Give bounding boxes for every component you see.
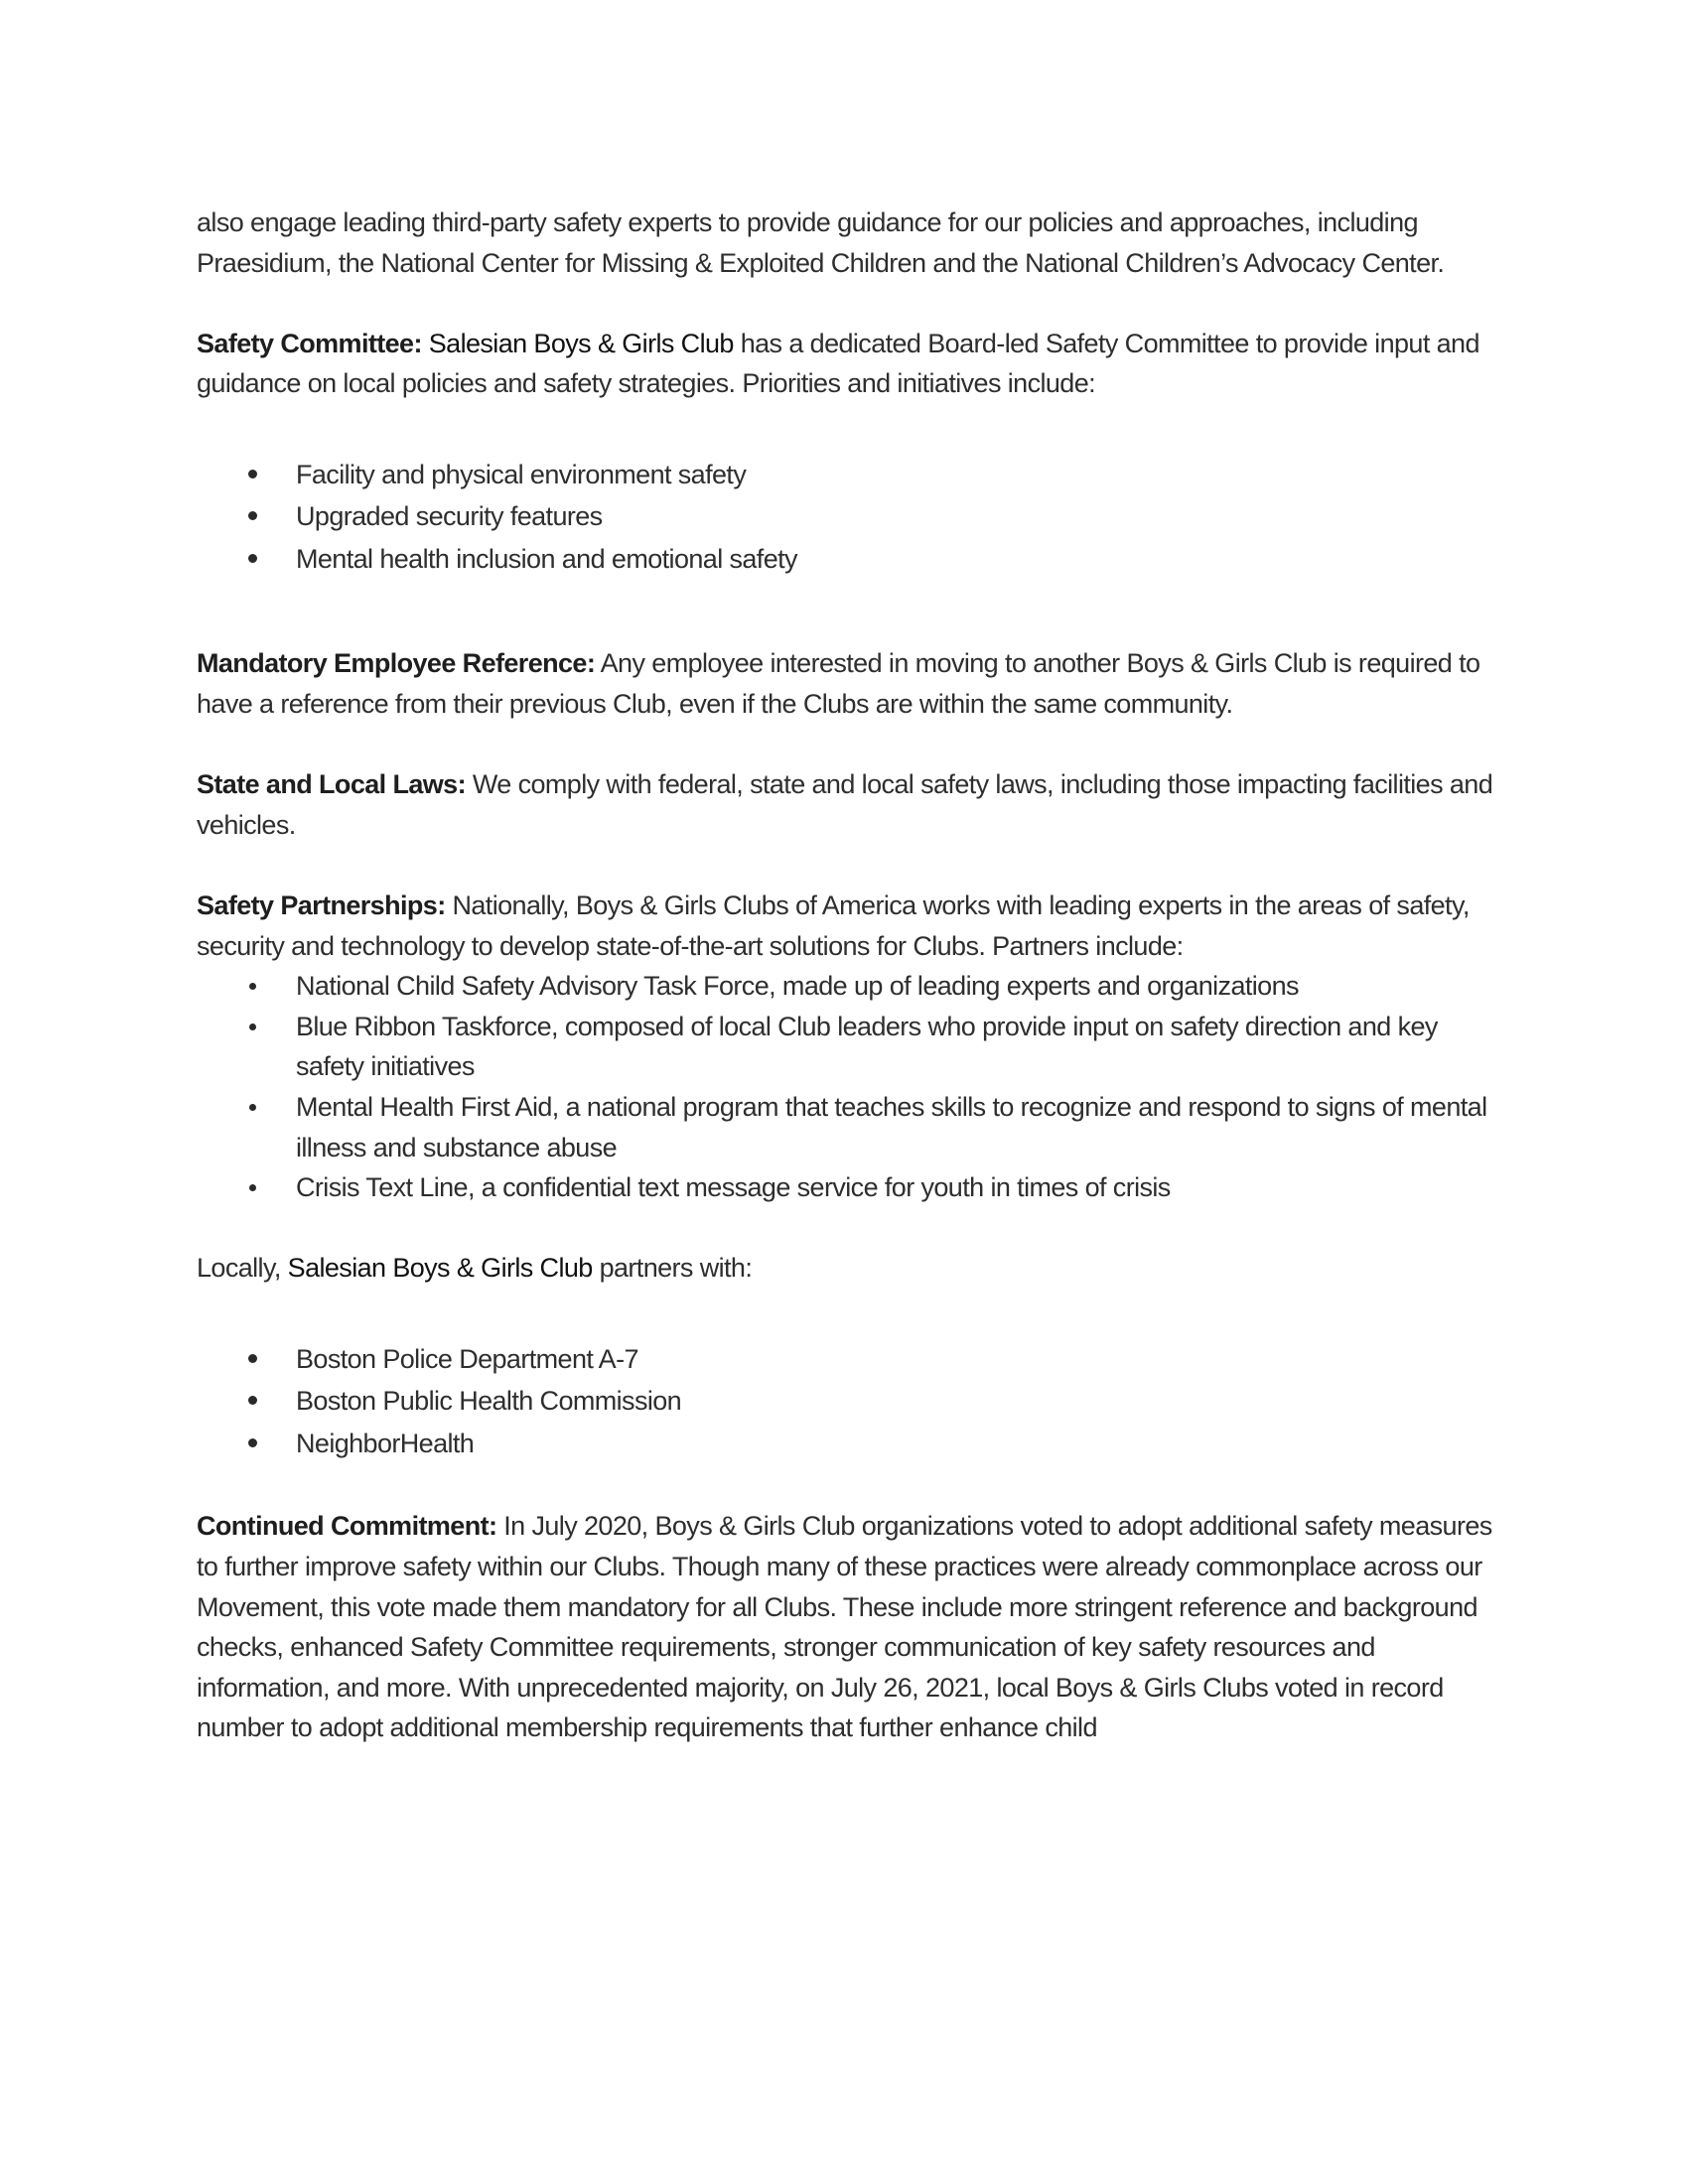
bullet-icon <box>249 1024 256 1030</box>
state-local-laws-heading: State and Local Laws: <box>197 769 466 800</box>
bullet-icon <box>248 511 257 520</box>
local-partners-prefix: Locally, <box>197 1253 288 1284</box>
bullet-icon <box>249 1104 256 1111</box>
list-item-text: Mental health inclusion and emotional safety <box>296 543 797 574</box>
list-item-text: NeighborHealth <box>296 1428 475 1458</box>
bullet-icon <box>248 470 257 478</box>
list-item <box>197 1423 1497 1465</box>
list-item <box>197 1087 1497 1167</box>
local-partners-suffix: partners with: <box>592 1253 753 1284</box>
list-item-text: Blue Ribbon Taskforce, composed of local Club leaders who provide input on safety direction and key safety initiatives <box>296 1011 1438 1082</box>
bullet-icon <box>248 1438 257 1447</box>
list-item-text: Crisis Text Line, a confidential text message service for youth in times of crisis <box>296 1172 1171 1203</box>
list-item-text: National Child Safety Advisory Task Force, made up of leading experts and organizations <box>296 971 1299 1002</box>
continued-commitment-heading: Continued Commitment: <box>197 1511 497 1542</box>
list-item <box>197 454 1497 496</box>
list-item <box>197 538 1497 581</box>
bullet-icon <box>248 1396 257 1405</box>
list-item-text: Upgraded security features <box>296 501 603 532</box>
bullet-icon <box>248 1354 257 1363</box>
list-item <box>197 495 1497 538</box>
safety-partnerships-paragraph <box>197 886 1497 966</box>
state-local-laws-paragraph <box>197 764 1497 845</box>
mandatory-reference-text: Any employee interested in moving to another Boys & Girls Club is required to have a reference from their previous Club, even if the Clubs are within the same community. <box>197 648 1480 720</box>
list-item-text: Boston Police Department A-7 <box>296 1343 638 1374</box>
list-item <box>197 1338 1497 1381</box>
list-item-text: Facility and physical environment safety <box>296 459 747 489</box>
continued-commitment-text: In July 2020, Boys & Girls Club organizations voted to adopt additional safety measures to further improve safety within our Clubs. Though many of these practices were already commonplace across our Movement, this vote made them mandatory for all Clubs. These include more stringent reference and background checks, enhanced Safety Committee requirements, stronger communication of key safety resources and information, and more. With unprecedented majority, on July 26, 2021, local Boys & Girls Clubs voted in record number to adopt additional membership requirements that further enhance child <box>197 1511 1492 1743</box>
list-item <box>197 966 1497 1007</box>
bullet-icon <box>249 1184 256 1191</box>
bullet-icon <box>248 554 257 563</box>
list-item-text: Boston Public Health Commission <box>296 1386 682 1417</box>
safety-partnerships-list <box>197 966 1497 1208</box>
safety-committee-list <box>197 454 1497 581</box>
local-partners-paragraph <box>197 1248 1497 1289</box>
org-name: Salesian Boys & Girls Club <box>428 328 734 358</box>
list-item-text: Mental Health First Aid, a national program that teaches skills to recognize and respond to signs of mental illness and substance abuse <box>296 1092 1487 1162</box>
local-partners-list <box>197 1338 1497 1465</box>
mandatory-reference-paragraph <box>197 643 1497 724</box>
list-item <box>197 1007 1497 1087</box>
document-page <box>197 203 1497 1748</box>
safety-committee-heading: Safety Committee: <box>197 328 422 358</box>
safety-partnerships-heading: Safety Partnerships: <box>197 890 446 921</box>
org-name: Salesian Boys & Girls Club <box>287 1253 593 1284</box>
intro-paragraph: also engage leading third-party safety experts to provide guidance for our policies and approaches, including Praesidium, the National Center for Missing & Exploited Children and the National Children’s Advocacy Center. <box>197 207 1445 278</box>
list-item <box>197 1380 1497 1423</box>
safety-committee-text: has a dedicated Board-led Safety Committee to provide input and guidance on local policies and safety strategies. Priorities and initiatives include: <box>197 328 1479 399</box>
safety-committee-paragraph <box>197 324 1497 404</box>
safety-partnerships-text: Nationally, Boys & Girls Clubs of America works with leading experts in the areas of safety, security and technology to develop state-of-the-art solutions for Clubs. Partners include: <box>197 890 1470 961</box>
continued-commitment-paragraph <box>197 1506 1497 1748</box>
list-item <box>197 1167 1497 1208</box>
bullet-icon <box>249 983 256 990</box>
state-local-laws-text: We comply with federal, state and local safety laws, including those impacting facilities and vehicles. <box>197 769 1493 840</box>
mandatory-reference-heading: Mandatory Employee Reference: <box>197 648 596 679</box>
